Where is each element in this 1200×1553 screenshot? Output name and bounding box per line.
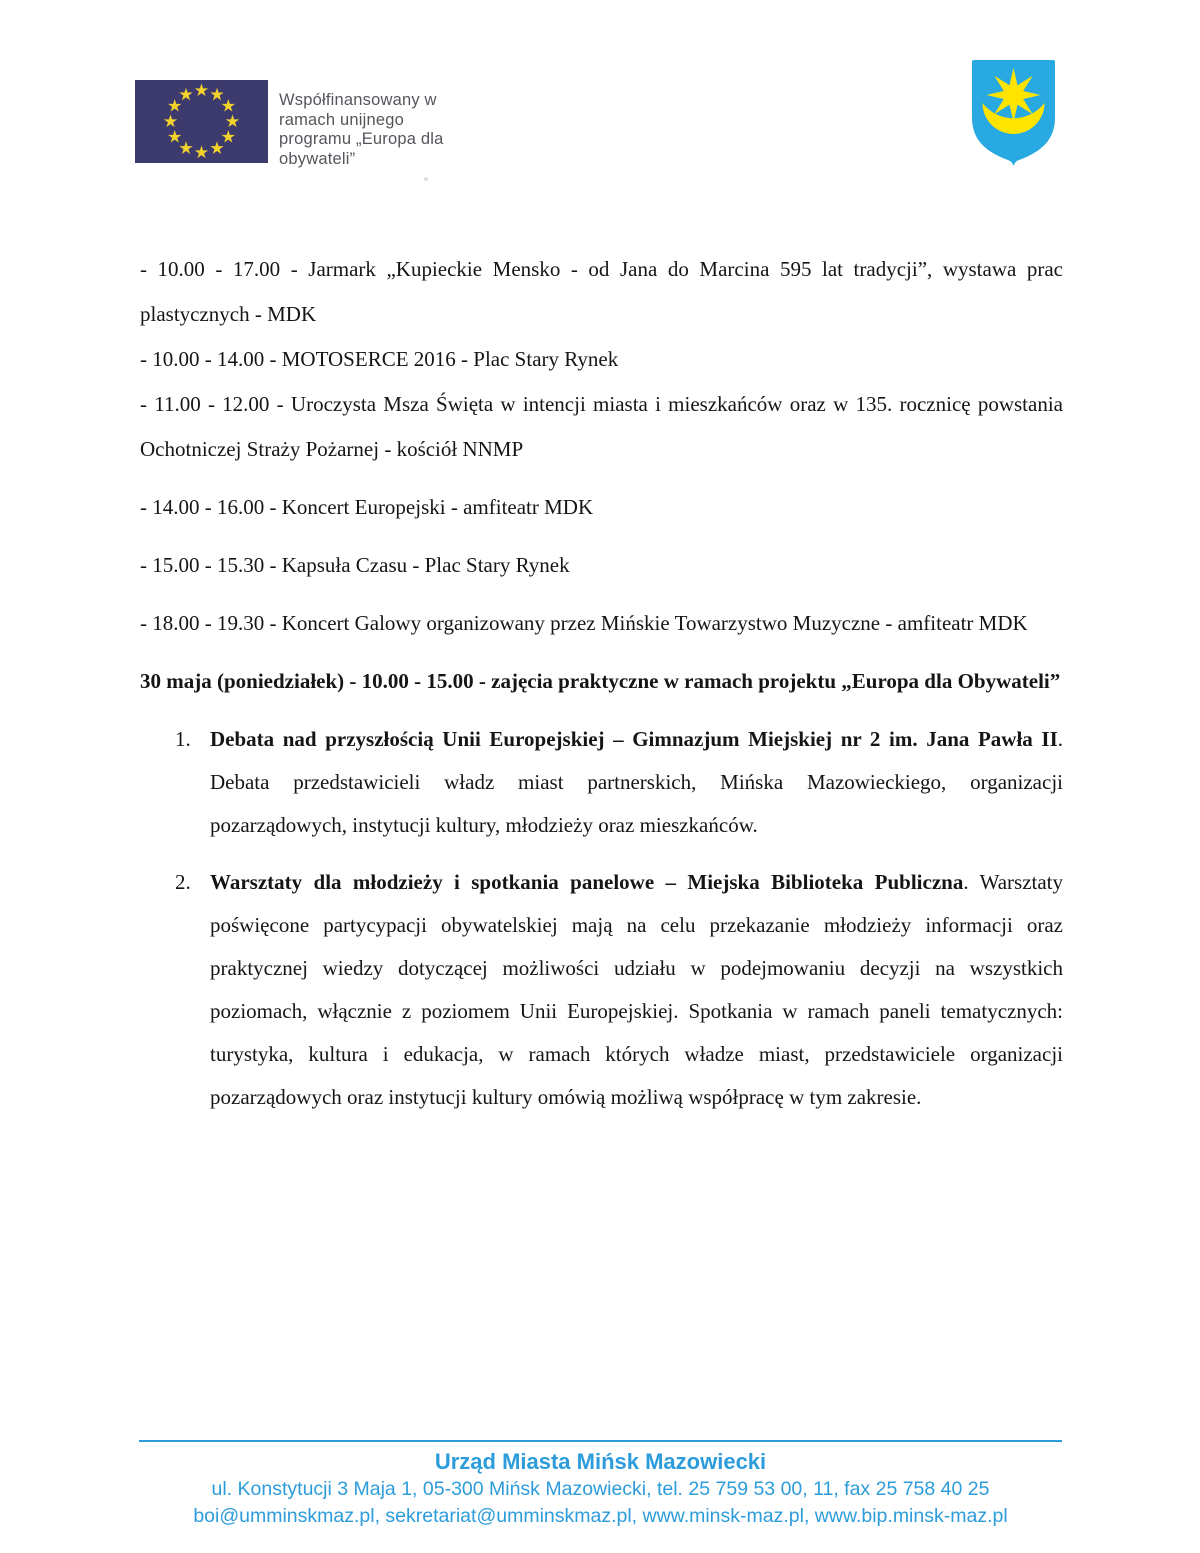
agenda-item-description: . Debata przedstawicieli władz miast partnerskich, Mińska Mazowieckiego, organizacji pozarządowych, instytucji kultury, młodzieży oraz mieszkańców.	[210, 727, 1063, 837]
eu-program-label	[279, 91, 509, 169]
schedule-item: - 10.00 - 14.00 - MOTOSERCE 2016 - Plac Stary Rynek	[140, 347, 619, 371]
footer-address: ul. Konstytucji 3 Maja 1, 05-300 Mińsk Mazowiecki, tel. 25 759 53 00, 11, fax 25 758 40 25	[211, 1478, 990, 1500]
eu-program-label-line: Współfinansowany w	[279, 91, 437, 109]
schedule-item: - 11.00 - 12.00 - Uroczysta Msza Święta w intencji miasta i mieszkańców oraz w 135. rocznicę powstania Ochotniczej Straży Pożarnej - kościół NNMP	[140, 392, 1063, 461]
eu-program-label-line: obywateli”	[279, 149, 356, 168]
eu-program-label-line: programu „Europa dla	[279, 130, 444, 148]
schedule-item: - 14.00 - 16.00 - Koncert Europejski - amfiteatr MDK	[140, 495, 594, 519]
agenda-item-description: . Warsztaty poświęcone partycypacji obywatelskiej mają na celu przekazanie młodzieży informacji oraz praktycznej wiedzy dotyczącej możliwości udziału w podejmowaniu decyzji na wszystkich poziomach, włącznie z poziomem Unii Europejskiej. Spotkania w ramach paneli tematycznych: turystyka, kultura i edukacja, w ramach których władze miast, przedstawiciele organizacji pozarządowych oraz instytucji kultury omówią możliwą współpracę w tym zakresie.	[210, 870, 1064, 1109]
minsk-mazowiecki-coat-of-arms-icon	[967, 58, 1060, 167]
agenda-item	[140, 861, 1063, 1119]
footer-contacts: boi@umminskmaz.pl, sekretariat@umminskmaz.pl, www.minsk-maz.pl, www.bip.minsk-maz.pl	[193, 1505, 1008, 1527]
agenda-item-title: Debata nad przyszłością Unii Europejskiej – Gimnazjum Miejskiej nr 2 im. Jana Pawła II	[210, 727, 1058, 751]
agenda-item-number: 2.	[175, 870, 191, 894]
period-artifact	[424, 177, 428, 181]
schedule-item: - 15.00 - 15.30 - Kapsuła Czasu - Plac Stary Rynek	[140, 553, 570, 577]
agenda-item-number: 1.	[175, 727, 191, 751]
schedule-heading: 30 maja (poniedziałek) - 10.00 - 15.00 - zajęcia praktyczne w ramach projektu „Europa dla Obywateli”	[140, 669, 1061, 693]
agenda-list	[140, 718, 1063, 1119]
eu-program-label-line: ramach unijnego	[279, 110, 404, 129]
agenda-item-title: Warsztaty dla młodzieży i spotkania panelowe – Miejska Biblioteka Publiczna	[210, 870, 964, 894]
footer-title: Urząd Miasta Mińsk Mazowiecki	[434, 1449, 767, 1474]
schedule-item: - 18.00 - 19.30 - Koncert Galowy organizowany przez Mińskie Towarzystwo Muzyczne - amfiteatr MDK	[140, 611, 1028, 635]
eu-flag-icon	[135, 80, 268, 163]
schedule-item: - 10.00 - 17.00 - Jarmark „Kupieckie Mensko - od Jana do Marcina 595 lat tradycji”, wystawa prac plastycznych - MDK	[140, 257, 1063, 326]
footer	[139, 1440, 1062, 1530]
agenda-item	[140, 718, 1063, 847]
document-body	[140, 247, 1063, 1119]
